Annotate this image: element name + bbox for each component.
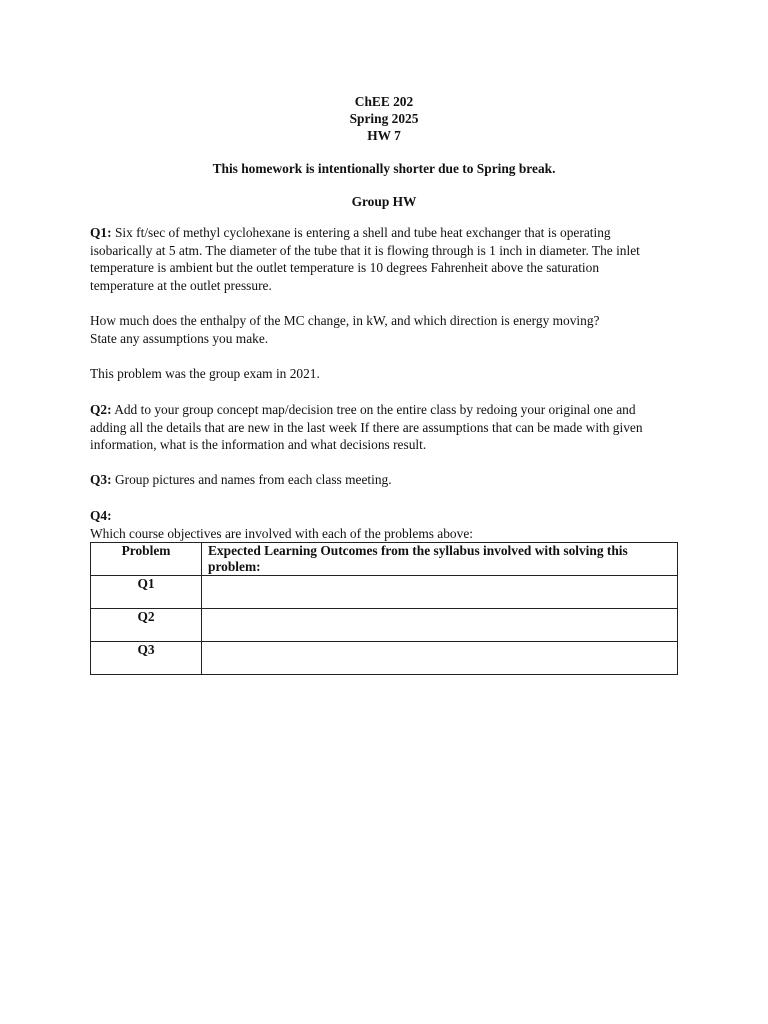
question-2-line: information, what is the information and what decisions result. (90, 437, 427, 453)
group-hw-label: Group HW (351, 194, 417, 209)
question-2-label: Q2: (90, 402, 112, 417)
learning-outcomes-table (90, 542, 678, 675)
table-header-row (91, 543, 678, 576)
question-1-line: temperature at the outlet pressure. (90, 277, 272, 293)
table-row (91, 609, 678, 642)
problem-cell: Q2 (91, 609, 202, 642)
question-1-prompt (90, 312, 680, 347)
outcome-cell[interactable] (202, 642, 678, 675)
outcome-cell[interactable] (202, 609, 678, 642)
spring-break-note: This homework is intentionally shorter due to Spring break. (212, 161, 556, 176)
outcomes-column-header: Expected Learning Outcomes from the syllabus involved with solving this problem: (202, 543, 678, 576)
question-1-line: temperature is ambient but the outlet temperature is 10 degrees Fahrenheit above the saturation (90, 260, 600, 276)
question-1-label: Q1: (90, 225, 112, 240)
question-2-line: Q2: Add to your group concept map/decision tree on the entire class by redoing your original one and (90, 402, 636, 417)
question-1-prompt-line: State any assumptions you make. (90, 330, 269, 346)
question-1-exam-note: This problem was the group exam in 2021. (90, 366, 320, 381)
problem-cell: Q1 (91, 576, 202, 609)
assignment-title: HW 7 (367, 128, 401, 143)
question-2 (90, 401, 680, 454)
question-1-line: isobarically at 5 atm. The diameter of the tube that it is flowing through is 1 inch in diameter. The inlet (90, 242, 640, 258)
question-4 (90, 507, 680, 542)
question-4-label: Q4: (90, 508, 112, 523)
outcome-cell[interactable] (202, 576, 678, 609)
question-3-label: Q3: (90, 472, 112, 487)
term: Spring 2025 (349, 111, 419, 126)
question-1-prompt-line: How much does the enthalpy of the MC change, in kW, and which direction is energy moving? (90, 313, 600, 328)
course-code: ChEE 202 (354, 94, 414, 109)
problem-cell: Q3 (91, 642, 202, 675)
question-4-text: Which course objectives are involved with each of the problems above: (90, 525, 473, 541)
question-3-text: Group pictures and names from each class meeting. (114, 472, 392, 487)
question-1-line: Q1: Six ft/sec of methyl cyclohexane is entering a shell and tube heat exchanger that is operating (90, 225, 611, 240)
question-3 (90, 471, 680, 489)
table-row (91, 642, 678, 675)
question-2-line: adding all the details that are new in the last week If there are assumptions that can be made with given (90, 419, 643, 435)
question-1 (90, 224, 680, 294)
table-row (91, 576, 678, 609)
problem-column-header: Problem (91, 543, 202, 576)
